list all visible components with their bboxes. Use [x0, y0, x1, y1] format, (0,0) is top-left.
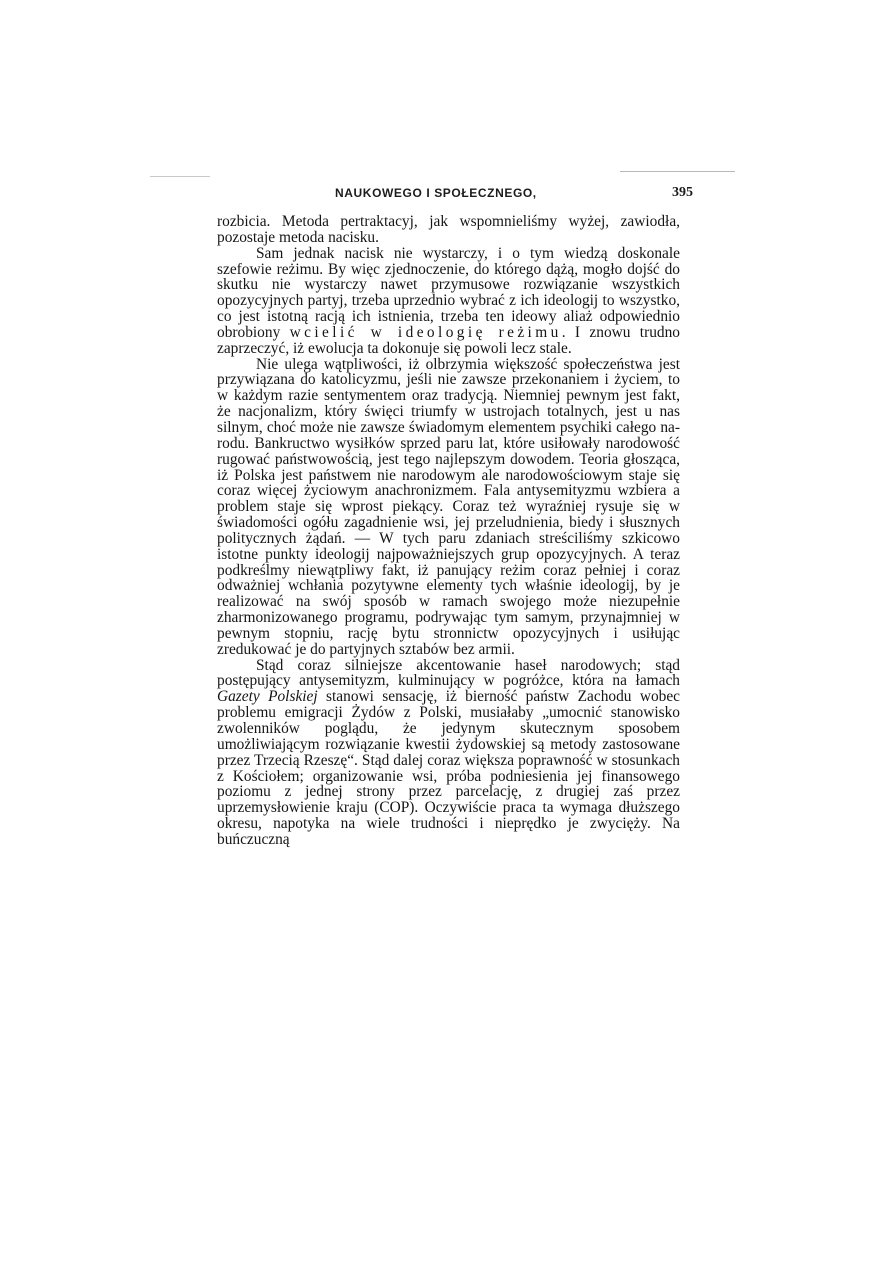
- running-title: NAUKOWEGO I SPOŁECZNEGO,: [335, 186, 537, 200]
- text-segment: . I znowu trudno zaprzeczyć, iż ewolucja ta dokonuje się powoli lecz stale.: [217, 323, 680, 357]
- emphasized-text: wcielić w ideologię reżimu: [289, 323, 562, 341]
- paragraph: [217, 658, 680, 848]
- text-segment: stanowi sensację, iż bierność państw Zachodu wobec problemu emigracji Żydów z Polski, musiałaby „umocnić stanowisko zwolenników poglądu, że jedynym skutecznym sposobem umożliwiającym rozwiązanie kwestii żydowskiej są metody zastosowane przez Trzecią Rzeszę“. Stąd dalej coraz większa poprawność w stosunkach z Kościołem; organizowanie wsi, próba podniesienia jej finansowego poziomu z jednej strony przez parcelację, z drugiej zaś przez uprzemysłowienie kraju (COP). Oczywiście praca ta wymaga dłuższego okresu, napotyka na wiele trudności i nieprędko je zwycięży. Na buńczuczną: [217, 688, 680, 848]
- text-segment: rozbicia. Metoda pertraktacyj, jak wspomnieliśmy wyżej, zawiodła, pozostaje metoda nacisku.: [217, 213, 680, 246]
- scan-smudge: [150, 176, 210, 177]
- page-number: 395: [672, 185, 693, 200]
- text-segment: Sam jednak nacisk nie wystarczy, i o tym wiedzą doskonale szefowie reżimu. By więc zjednoczenie, do którego dążą, mogło dojść do skutku nie wystarczy nawet przymusowe rozwiązanie wszystkich opozycyjnych partyj, trzeba uprzednio wybrać z ich ideologij to wszystko, co jest istotną racją ich istnienia, trzeba ten ideowy aliaż odpowiednio obrobiony: [217, 244, 680, 341]
- italic-title: Gazety Polskiej: [217, 688, 318, 706]
- body-text: [217, 214, 680, 848]
- text-segment: Nie ulega wątpliwości, iż olbrzymia większość społeczeństwa jest przywiązana do katolicyzmu, jeśli nie zawsze przekonaniem i życiem, to w każdym razie sentymentem oraz tradycją. Niemniej pewnym jest fakt, że nacjonalizm, który święci triumfy w ustrojach totalnych, jest u nas silnym, choć może nie zawsze świadomym elementem psychiki całego narodu. Bankructwo wysiłków sprzed paru lat, które usiłowały narodowość rugować państwowością, jest tego najlepszym dowodem. Teoria głosząca, iż Polska jest państwem nie narodowym ale narodowościowym staje się coraz więcej życiowym anachronizmem. Fala antysemityzmu wzbiera a problem staje się wprost piekący. Coraz też wyraźniej rysuje się w świadomości ogółu zagadnienie wsi, jej przeludnienia, biedy i słusznych politycznych żądań. — W tych paru zdaniach streściliśmy szkicowo istotne punkty ideologij najpoważniejszych grup opozycyjnych. A teraz podkreślmy niewątpliwy fakt, iż panujący reżim coraz pełniej i coraz odważniej wchłania pozytywne elementy tych właśnie ideologij, by je realizować na swój sposób w ramach swojego może niezupełnie zharmonizowanego programu, podrywając tym samym, przynajmniej w pewnym stopniu, rację bytu stronnictw opozycyjnych i usiłując zredukować je do partyjnych sztabów bez armii.: [217, 355, 680, 658]
- scan-smudge: [620, 171, 735, 172]
- text-segment: Stąd coraz silniejsze akcentowanie haseł narodowych; stąd postępujący antysemityzm, kulminujący w pogróżce, która na łamach: [217, 656, 680, 690]
- paragraph: [217, 246, 680, 357]
- paragraph: [217, 357, 680, 658]
- paragraph: [217, 214, 680, 246]
- running-header: [217, 185, 693, 208]
